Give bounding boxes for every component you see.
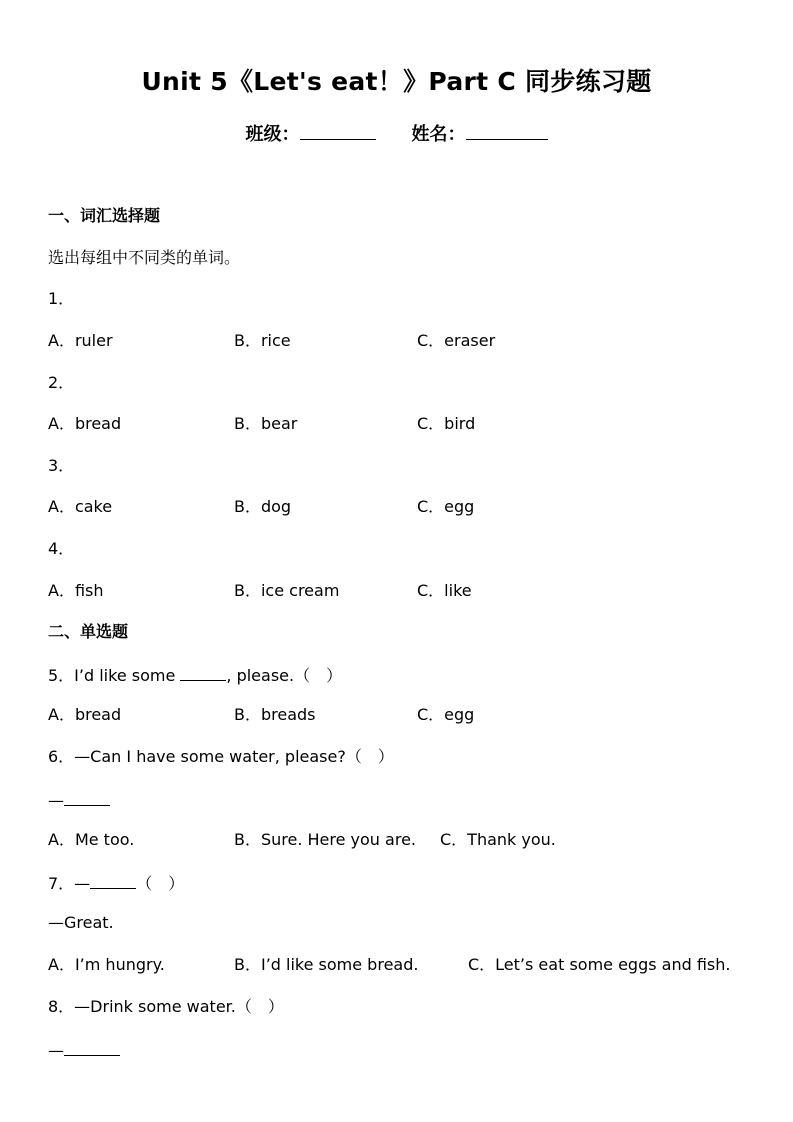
q4-option-c: C．like <box>417 581 472 600</box>
q6-option-b: B．Sure. Here you are. <box>234 830 416 849</box>
q7-option-c: C．Let’s eat some eggs and fish. <box>468 955 731 974</box>
name-blank <box>466 121 548 140</box>
q7-option-b: B．I’d like some bread. <box>234 955 419 974</box>
q4-options <box>48 581 472 601</box>
q4-option-b: B．ice cream <box>234 581 340 600</box>
class-blank <box>300 121 376 140</box>
q4-number: 4． <box>48 539 75 558</box>
q1-option-a: A．ruler <box>48 331 113 350</box>
student-info-row <box>0 120 793 146</box>
q6-stem: 6．—Can I have some water, please?（ ） <box>48 747 394 766</box>
q2-option-c: C．bird <box>417 414 476 433</box>
q3-option-b: B．dog <box>234 497 292 516</box>
q5-options <box>48 705 475 725</box>
q5-option-c: C．egg <box>417 705 475 724</box>
q7-option-a: A．I’m hungry. <box>48 955 165 974</box>
q7-stem-after: （ ） <box>136 874 185 893</box>
q8-blank <box>64 1039 120 1056</box>
q7-options <box>48 955 731 975</box>
name-label: 姓名： <box>411 124 466 145</box>
q2-option-b: B．bear <box>234 414 298 433</box>
q1-options <box>48 331 496 351</box>
q3-options <box>48 497 475 517</box>
q7-stem <box>48 872 184 894</box>
page-title: Unit 5《Let's eat！》Part C 同步练习题 <box>141 67 652 96</box>
q8-reply <box>48 1039 120 1061</box>
q5-stem <box>48 664 342 686</box>
q5-blank <box>180 664 226 681</box>
q2-option-a: A．bread <box>48 414 122 433</box>
q1-option-b: B．rice <box>234 331 291 350</box>
q8-stem: 8．—Drink some water.（ ） <box>48 997 284 1016</box>
q6-options <box>48 830 556 850</box>
q6-blank <box>64 789 110 806</box>
class-label: 班级： <box>245 124 300 145</box>
q6-option-c: C．Thank you. <box>440 830 556 849</box>
q2-options <box>48 414 476 434</box>
q5-option-b: B．breads <box>234 705 316 724</box>
q8-reply-dash: — <box>48 1041 64 1060</box>
q3-option-c: C．egg <box>417 497 475 516</box>
q4-option-a: A．fish <box>48 581 104 600</box>
q3-option-a: A．cake <box>48 497 113 516</box>
q7-reply: —Great. <box>48 913 114 932</box>
section2-heading: 二、单选题 <box>48 622 129 641</box>
q7-stem-before: 7．— <box>48 874 91 893</box>
section1-heading: 一、词汇选择题 <box>48 206 161 225</box>
q2-number: 2． <box>48 373 75 392</box>
q6-option-a: A．Me too. <box>48 830 135 849</box>
q6-reply-dash: — <box>48 791 64 810</box>
q1-number: 1． <box>48 289 75 308</box>
q3-number: 3． <box>48 456 75 475</box>
q5-option-a: A．bread <box>48 705 122 724</box>
q5-stem-after: , please.（ ） <box>226 666 343 685</box>
q6-reply <box>48 789 110 811</box>
q5-stem-before: 5．I’d like some <box>48 666 181 685</box>
section1-instruction: 选出每组中不同类的单词。 <box>48 248 241 267</box>
q1-option-c: C．eraser <box>417 331 496 350</box>
q7-blank <box>90 872 136 889</box>
